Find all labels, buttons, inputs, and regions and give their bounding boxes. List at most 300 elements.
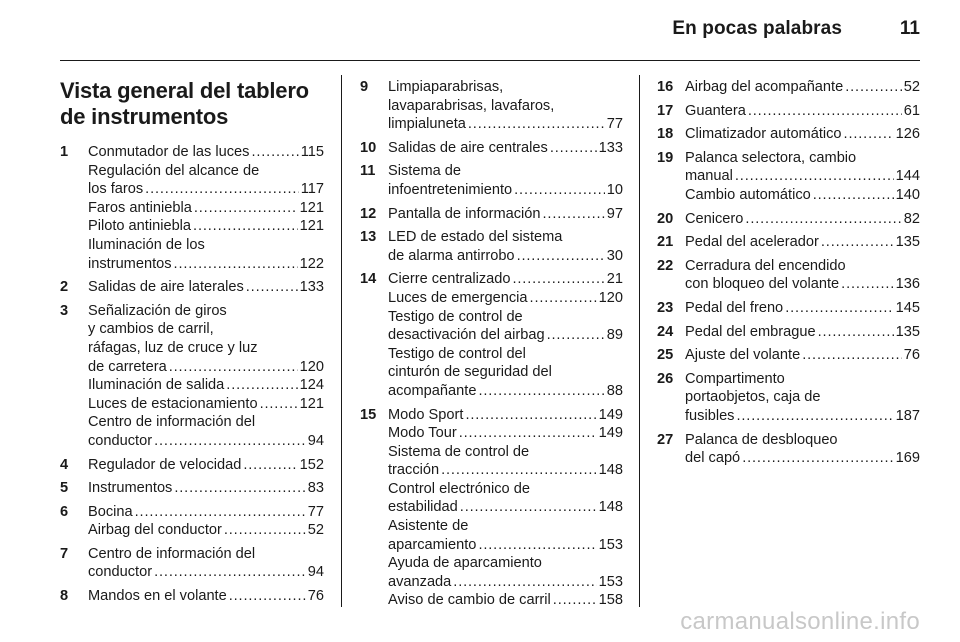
index-entry (657, 431, 920, 468)
entry-list (360, 78, 623, 610)
entry-line (388, 308, 623, 327)
page-reference: 121 (299, 395, 324, 412)
entry-line (388, 480, 623, 499)
watermark: carmanualsonline.info (680, 608, 920, 635)
index-entry (60, 587, 324, 606)
entry-number: 15 (360, 406, 377, 423)
dot-leader (841, 275, 893, 294)
entry-text: instrumentos (88, 255, 172, 272)
entry-text: portaobjetos, caja de (685, 389, 821, 406)
entry-number: 21 (657, 234, 674, 251)
entry-line (388, 498, 623, 517)
entry-line (88, 395, 324, 414)
index-entry (657, 78, 920, 97)
page-reference: 120 (598, 289, 623, 306)
index-entry (60, 479, 324, 498)
entry-text: Testigo de control del (388, 345, 526, 362)
page-reference: 135 (895, 323, 920, 340)
entry-line (88, 180, 324, 199)
dot-leader (224, 521, 306, 540)
entry-line (685, 102, 920, 121)
page-reference: 76 (307, 588, 324, 605)
entry-text: Sistema de (388, 163, 462, 180)
entry-lines (388, 228, 623, 265)
page-reference: 77 (307, 503, 324, 520)
dot-leader (260, 395, 298, 414)
entry-text: del capó (685, 450, 741, 467)
entry-lines (388, 406, 623, 611)
entry-text: Asistente de (388, 518, 469, 535)
entry-lines (685, 299, 920, 318)
page-reference: 88 (606, 382, 623, 399)
entry-text: desactivación del airbag (388, 327, 545, 344)
dot-leader (818, 323, 894, 342)
page-reference: 148 (598, 499, 623, 516)
entry-line (685, 167, 920, 186)
entry-text: conductor (88, 432, 153, 449)
entry-line (388, 591, 623, 610)
entry-lines (685, 257, 920, 294)
entry-lines (88, 456, 324, 475)
page-reference: 115 (300, 144, 324, 160)
entry-list (60, 143, 324, 606)
entry-line (685, 431, 920, 450)
entry-lines (685, 125, 920, 144)
index-entry (657, 323, 920, 342)
entry-text: Climatizador automático (685, 126, 842, 143)
entry-text: Aviso de cambio de carril (388, 592, 551, 609)
index-entry (60, 302, 324, 451)
entry-line (685, 210, 920, 229)
dot-leader (229, 587, 306, 606)
entry-lines (685, 233, 920, 252)
entry-line (88, 413, 324, 432)
dot-leader (517, 247, 605, 266)
page-reference: 77 (606, 116, 623, 133)
entry-line (388, 270, 623, 289)
entry-line (388, 247, 623, 266)
page-reference: 148 (598, 462, 623, 479)
page-reference: 144 (895, 168, 920, 185)
entry-line (388, 406, 623, 425)
entry-lines (88, 587, 324, 606)
entry-text: Salidas de aire laterales (88, 279, 244, 296)
entry-line (685, 233, 920, 252)
entry-number: 27 (657, 431, 674, 448)
dot-leader (194, 199, 298, 218)
page-reference: 117 (300, 181, 324, 198)
entry-line (388, 363, 623, 382)
page-reference: 124 (299, 377, 324, 394)
entry-text: de carretera (88, 358, 167, 375)
entry-line (88, 278, 324, 297)
index-entry (657, 299, 920, 318)
entry-number: 18 (657, 126, 674, 143)
entry-line (88, 587, 324, 606)
index-entry (60, 278, 324, 297)
entry-lines (88, 278, 324, 297)
entry-line (88, 503, 324, 522)
entry-number: 8 (60, 588, 69, 605)
entry-line (388, 289, 623, 308)
page-reference: 83 (307, 480, 324, 497)
entry-line (685, 370, 920, 389)
page-reference: 120 (299, 358, 324, 375)
entry-number: 12 (360, 205, 377, 222)
entry-line (685, 186, 920, 205)
entry-text: Regulación del alcance de (88, 162, 260, 179)
entry-text: Cierre centralizado (388, 271, 511, 288)
dot-leader (468, 115, 605, 134)
entry-lines (685, 78, 920, 97)
page-reference: 152 (299, 456, 324, 473)
entry-line (388, 517, 623, 536)
index-entry (657, 346, 920, 365)
entry-line (388, 115, 623, 134)
page-reference: 187 (895, 407, 920, 424)
entry-text: Pedal del freno (685, 299, 784, 316)
column-divider (639, 75, 640, 607)
entry-text: conductor (88, 564, 153, 581)
column-divider (341, 75, 342, 607)
entry-text: Pantalla de información (388, 205, 541, 222)
entry-number: 16 (657, 79, 674, 95)
entry-lines (388, 205, 623, 224)
section-title: Vista general del tablero de instrumentos (60, 78, 309, 129)
entry-line (388, 443, 623, 462)
entry-line (88, 217, 324, 236)
entry-line (88, 545, 324, 564)
entry-line (685, 257, 920, 276)
index-entry (360, 205, 623, 224)
entry-line (685, 346, 920, 365)
dot-leader (441, 461, 597, 480)
entry-list (657, 78, 920, 468)
entry-number: 13 (360, 229, 377, 246)
page-reference: 21 (606, 271, 623, 288)
entry-text: Cambio automático (685, 186, 811, 203)
entry-line (88, 358, 324, 377)
entry-text: cinturón de seguridad del (388, 364, 552, 381)
entry-lines (685, 431, 920, 468)
dot-leader (193, 217, 298, 236)
page-reference: 121 (299, 218, 324, 235)
dot-leader (154, 563, 306, 582)
entry-text: Palanca selectora, cambio (685, 149, 857, 166)
entry-line (88, 302, 324, 321)
index-entry (360, 162, 623, 199)
dot-leader (748, 102, 902, 121)
dot-leader (742, 449, 893, 468)
dot-leader (145, 180, 299, 199)
entry-line (388, 162, 623, 181)
entry-text: Airbag del conductor (88, 522, 222, 539)
dot-leader (821, 233, 894, 252)
entry-line (685, 407, 920, 426)
dot-leader (543, 205, 605, 224)
dot-leader (460, 498, 597, 517)
dot-leader (785, 299, 893, 318)
entry-line (388, 461, 623, 480)
dot-leader (745, 210, 901, 229)
entry-text: Piloto antiniebla (88, 218, 192, 235)
page-reference: 52 (903, 79, 920, 95)
entry-text: con bloqueo del volante (685, 276, 840, 293)
entry-text: estabilidad (388, 499, 458, 516)
dot-leader (813, 186, 894, 205)
index-entry (657, 233, 920, 252)
entry-text: tracción (388, 462, 440, 479)
entry-number: 14 (360, 271, 377, 288)
entry-line (388, 181, 623, 200)
page-header (0, 0, 960, 62)
entry-text: Modo Sport (388, 406, 464, 423)
entry-text: limpialuneta (388, 116, 466, 133)
page-reference: 89 (606, 327, 623, 344)
dot-leader (154, 432, 306, 451)
entry-line (88, 521, 324, 540)
entry-text: y cambios de carril, (88, 321, 214, 338)
dot-leader (174, 479, 305, 498)
entry-lines (388, 139, 623, 158)
entry-lines (388, 162, 623, 199)
entry-line (388, 228, 623, 247)
entry-line (88, 376, 324, 395)
entry-lines (685, 102, 920, 121)
index-entry (360, 228, 623, 265)
entry-line (88, 162, 324, 181)
entry-line (685, 78, 920, 97)
entry-text: Faros antiniebla (88, 199, 192, 216)
index-entry (60, 503, 324, 540)
entry-lines (685, 323, 920, 342)
index-entry (360, 78, 623, 134)
entry-text: Mandos en el volante (88, 588, 227, 605)
entry-text: Cenicero (685, 210, 744, 227)
entry-text: ráfagas, luz de cruce y luz (88, 339, 258, 356)
entry-text: Guantera (685, 102, 746, 119)
dot-leader (174, 255, 298, 274)
entry-lines (388, 270, 623, 400)
entry-text: Ajuste del volante (685, 347, 801, 364)
page-reference: 153 (598, 573, 623, 590)
dot-leader (736, 407, 893, 426)
dot-leader (135, 503, 306, 522)
entry-line (88, 143, 324, 162)
column-3 (657, 78, 920, 473)
entry-text: Luces de emergencia (388, 289, 528, 306)
entry-text: los faros (88, 181, 144, 198)
entry-text: Testigo de control de (388, 308, 523, 325)
index-entry (657, 125, 920, 144)
header-rule (60, 60, 920, 61)
entry-text: Regulador de velocidad (88, 456, 242, 473)
page-reference: 145 (895, 299, 920, 316)
running-header-title: En pocas palabras (672, 18, 842, 39)
page-reference: 97 (606, 205, 623, 222)
entry-text: de alarma antirrobo (388, 247, 515, 264)
dot-leader (514, 181, 605, 200)
entry-text: Centro de información del (88, 545, 256, 562)
entry-text: Luces de estacionamiento (88, 395, 258, 412)
entry-text: Iluminación de salida (88, 377, 225, 394)
entry-number: 22 (657, 257, 674, 274)
entry-line (388, 205, 623, 224)
index-entry (60, 545, 324, 582)
entry-text: fusibles (685, 407, 735, 424)
column-1 (60, 78, 324, 611)
entry-line (88, 199, 324, 218)
entry-text: Cerradura del encendido (685, 257, 846, 274)
entry-text: Instrumentos (88, 480, 173, 497)
entry-lines (388, 78, 623, 134)
page-reference: 158 (598, 592, 623, 609)
entry-line (88, 236, 324, 255)
entry-text: Sistema de control de (388, 443, 530, 460)
index-entry (657, 210, 920, 229)
index-entry (360, 406, 623, 611)
entry-line (388, 345, 623, 364)
entry-line (685, 388, 920, 407)
page-reference: 52 (307, 522, 324, 539)
entry-line (685, 449, 920, 468)
entry-line (88, 339, 324, 358)
entry-line (88, 432, 324, 451)
dot-leader (251, 143, 298, 162)
page-reference: 149 (598, 425, 623, 442)
entry-text: Pedal del acelerador (685, 234, 819, 251)
dot-leader (553, 591, 597, 610)
entry-lines (685, 149, 920, 205)
entry-line (388, 554, 623, 573)
dot-leader (735, 167, 894, 186)
dot-leader (512, 270, 604, 289)
entry-text: Centro de información del (88, 414, 256, 431)
entry-number: 2 (60, 279, 69, 296)
page-reference: 122 (299, 255, 324, 272)
page-reference: 140 (895, 186, 920, 203)
entry-text: Compartimento (685, 370, 785, 387)
page-reference: 169 (895, 450, 920, 467)
page-reference: 133 (299, 279, 324, 296)
entry-text: acompañante (388, 382, 477, 399)
dot-leader (478, 536, 596, 555)
entry-text: Iluminación de los (88, 236, 205, 253)
entry-text: Palanca de desbloqueo (685, 431, 838, 448)
entry-text: Salidas de aire centrales (388, 139, 548, 156)
page-reference: 94 (307, 564, 324, 581)
page-reference: 94 (307, 432, 324, 449)
entry-line (685, 299, 920, 318)
entry-number: 11 (360, 163, 376, 180)
entry-line (388, 424, 623, 443)
entry-number: 3 (60, 302, 69, 319)
entry-line (388, 382, 623, 401)
entry-line (388, 78, 623, 97)
entry-text: Bocina (88, 503, 133, 520)
entry-lines (685, 210, 920, 229)
entry-number: 26 (657, 370, 674, 387)
entry-lines (685, 370, 920, 426)
page-reference: 30 (606, 247, 623, 264)
entry-line (685, 149, 920, 168)
entry-text: infoentretenimiento (388, 181, 513, 198)
entry-line (685, 125, 920, 144)
entry-line (388, 97, 623, 116)
dot-leader (246, 278, 298, 297)
page-reference: 126 (895, 126, 920, 143)
entry-text: avanzada (388, 573, 452, 590)
index-entry (657, 370, 920, 426)
dot-leader (169, 358, 298, 377)
index-entry (60, 456, 324, 475)
entry-text: aparcamiento (388, 536, 477, 553)
entry-text: Ayuda de aparcamiento (388, 555, 542, 572)
entry-lines (88, 545, 324, 582)
index-entry (657, 102, 920, 121)
entry-number: 20 (657, 210, 674, 227)
entry-text: LED de estado del sistema (388, 229, 563, 246)
page-reference: 61 (903, 102, 920, 119)
page-reference: 133 (598, 139, 623, 156)
dot-leader (459, 424, 597, 443)
entry-line (388, 573, 623, 592)
dot-leader (530, 289, 597, 308)
page-reference: 153 (598, 536, 623, 553)
entry-lines (88, 302, 324, 451)
entry-number: 5 (60, 480, 69, 497)
entry-line (388, 139, 623, 158)
entry-number: 4 (60, 456, 69, 473)
index-entry (60, 143, 324, 273)
page-reference: 10 (606, 181, 623, 198)
entry-lines (88, 479, 324, 498)
entry-text: manual (685, 168, 733, 185)
entry-text: Pedal del embrague (685, 323, 816, 340)
page-reference: 82 (903, 210, 920, 227)
entry-text: Conmutador de las luces (88, 144, 250, 160)
index-entry (360, 270, 623, 400)
dot-leader (453, 573, 596, 592)
entry-text: Señalización de giros (88, 302, 227, 319)
page-reference: 149 (598, 406, 623, 423)
entry-number: 24 (657, 323, 674, 340)
entry-line (388, 536, 623, 555)
entry-number: 19 (657, 149, 674, 166)
entry-text: Airbag del acompañante (685, 79, 844, 95)
index-entry (657, 257, 920, 294)
dot-leader (465, 406, 596, 425)
entry-line (88, 479, 324, 498)
entry-lines (88, 143, 324, 273)
dot-leader (478, 382, 604, 401)
entry-text: Control electrónico de (388, 480, 530, 497)
entry-number: 1 (60, 144, 69, 160)
entry-text: Limpiaparabrisas, (388, 79, 504, 95)
entry-number: 10 (360, 139, 377, 156)
entry-number: 23 (657, 299, 674, 316)
entry-lines (88, 503, 324, 540)
entry-line (685, 323, 920, 342)
entry-line (88, 563, 324, 582)
dot-leader (802, 346, 902, 365)
entry-text: lavaparabrisas, lavafaros, (388, 97, 555, 114)
dot-leader (844, 125, 894, 144)
index-entry (657, 149, 920, 205)
dot-leader (547, 326, 605, 345)
entry-line (88, 320, 324, 339)
entry-line (88, 255, 324, 274)
